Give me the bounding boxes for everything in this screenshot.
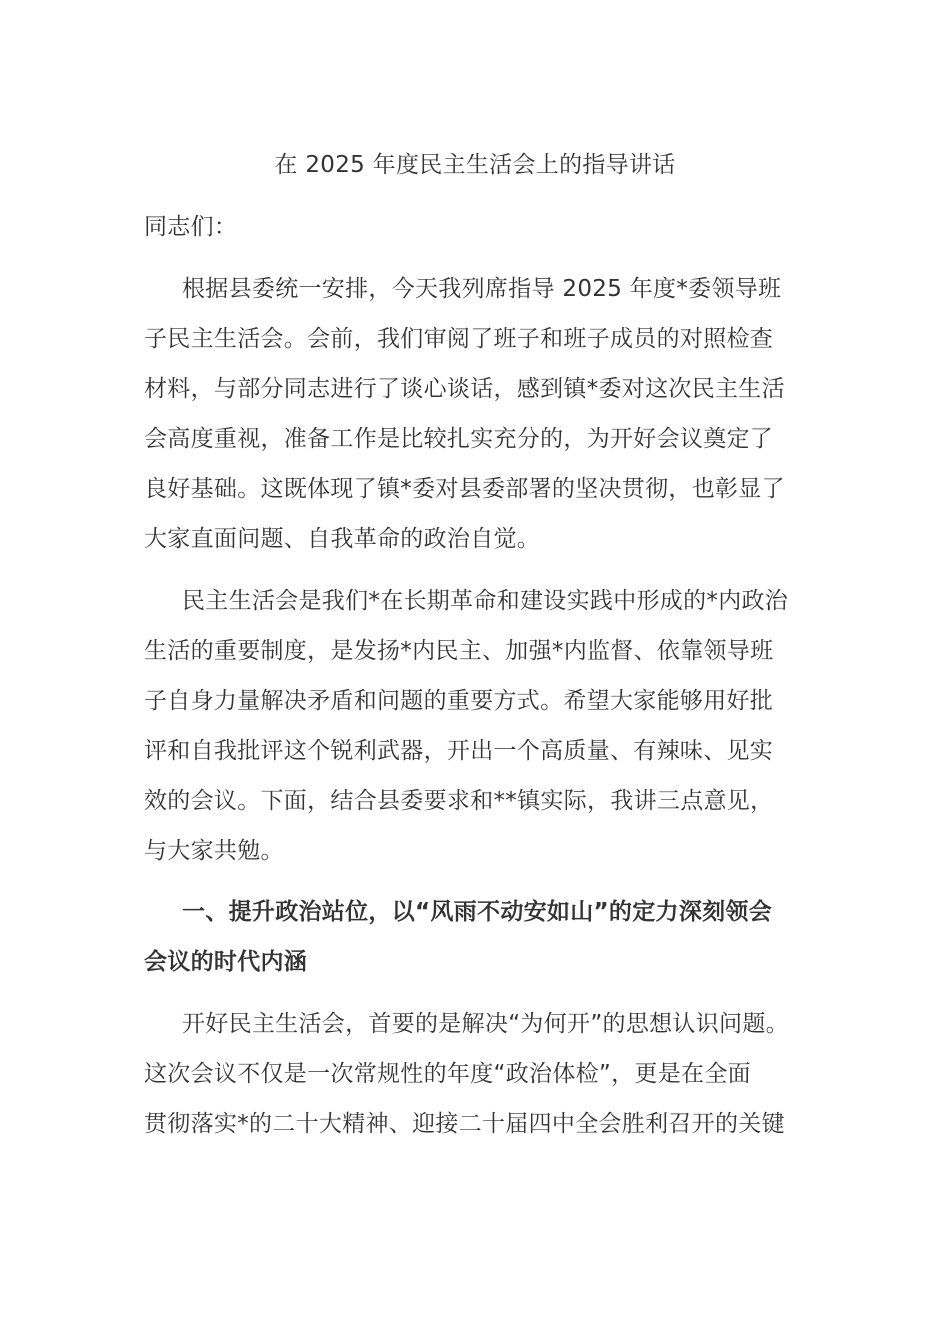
greeting-text: 同志们： (144, 214, 238, 240)
document-title (144, 140, 806, 190)
paragraph-line: 会高度重视，准备工作是比较扎实充分的，为开好会议奠定了 (144, 426, 774, 452)
section-heading-1 (144, 887, 809, 987)
paragraph-line: 子民主生活会。会前，我们审阅了班子和班子成员的对照检查 (144, 326, 774, 352)
title-text: 在 2025 年度民主生活会上的指导讲话 (274, 152, 676, 178)
paragraph-line: 生活的重要制度，是发扬*内民主、加强*内监督、依靠领导班 (144, 638, 774, 664)
paragraph-2 (144, 576, 809, 876)
greeting (144, 202, 809, 252)
heading-line: 一、提升政治站位，以“风雨不动安如山”的定力深刻领会 (182, 899, 773, 925)
paragraph-line: 民主生活会是我们*在长期革命和建设实践中形成的*内政治 (182, 588, 789, 614)
paragraph-1 (144, 264, 809, 564)
paragraph-line: 材料，与部分同志进行了谈心谈话，感到镇*委对这次民主生活 (144, 376, 785, 402)
paragraph-line: 开好民主生活会，首要的是解决“为何开”的思想认识问题。 (182, 1011, 789, 1037)
paragraph-line: 良好基础。这既体现了镇*委对县委部署的坚决贯彻，也彰显了 (144, 476, 785, 502)
paragraph-line: 子自身力量解决矛盾和问题的重要方式。希望大家能够用好批 (144, 688, 774, 714)
paragraph-line: 大家直面问题、自我革命的政治自觉。 (144, 526, 541, 552)
paragraph-line: 效的会议。下面，结合县委要求和**镇实际，我讲三点意见， (144, 788, 774, 814)
paragraph-line: 贯彻落实*的二十大精神、迎接二十届四中全会胜利召开的关键 (144, 1111, 785, 1137)
paragraph-line: 这次会议不仅是一次常规性的年度“政治体检”，更是在全面 (144, 1061, 751, 1087)
paragraph-line: 根据县委统一安排，今天我列席指导 2025 年度*委领导班 (182, 276, 782, 302)
paragraph-line: 与大家共勉。 (144, 838, 284, 864)
heading-line: 会议的时代内涵 (144, 949, 308, 975)
paragraph-3 (144, 999, 809, 1149)
paragraph-line: 评和自我批评这个锐利武器，开出一个高质量、有辣味、见实 (144, 738, 774, 764)
